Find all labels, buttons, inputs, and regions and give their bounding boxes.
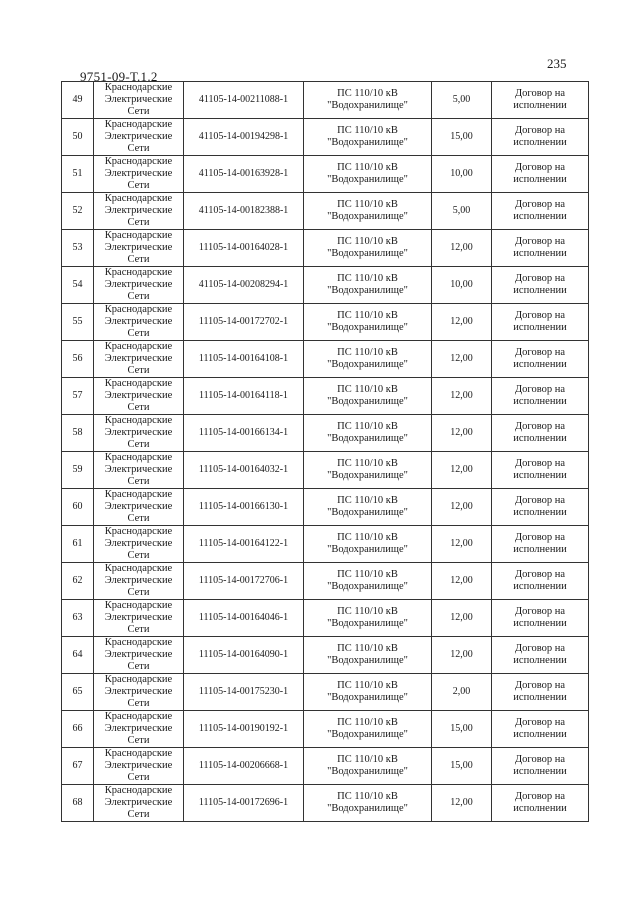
contract-code-cell: 11105-14-00172696-1: [184, 785, 304, 822]
power-value-cell: 12,00: [432, 415, 492, 452]
power-value-cell: 5,00: [432, 82, 492, 119]
contract-status-cell: Договор на исполнении: [492, 674, 589, 711]
contract-code-cell: 11105-14-00164108-1: [184, 341, 304, 378]
organization-cell: Краснодарские Электрические Сети: [94, 341, 184, 378]
contract-status-cell: Договор на исполнении: [492, 230, 589, 267]
power-value-cell: 10,00: [432, 156, 492, 193]
substation-cell: ПС 110/10 кВ "Водохранилище": [304, 637, 432, 674]
row-number-cell: 64: [62, 637, 94, 674]
row-number-cell: 52: [62, 193, 94, 230]
row-number-cell: 58: [62, 415, 94, 452]
row-number-cell: 66: [62, 711, 94, 748]
contract-status-cell: Договор на исполнении: [492, 748, 589, 785]
contract-code-cell: 41105-14-00182388-1: [184, 193, 304, 230]
organization-cell: Краснодарские Электрические Сети: [94, 674, 184, 711]
table-row: [62, 637, 589, 674]
contract-code-cell: 11105-14-00166134-1: [184, 415, 304, 452]
row-number-cell: 60: [62, 489, 94, 526]
table-row: [62, 156, 589, 193]
power-value-cell: 12,00: [432, 341, 492, 378]
contract-status-cell: Договор на исполнении: [492, 341, 589, 378]
row-number-cell: 55: [62, 304, 94, 341]
contract-code-cell: 11105-14-00172702-1: [184, 304, 304, 341]
substation-cell: ПС 110/10 кВ "Водохранилище": [304, 563, 432, 600]
substation-cell: ПС 110/10 кВ "Водохранилище": [304, 119, 432, 156]
contract-code-cell: 41105-14-00211088-1: [184, 82, 304, 119]
table-row: [62, 341, 589, 378]
power-value-cell: 15,00: [432, 748, 492, 785]
row-number-cell: 53: [62, 230, 94, 267]
substation-cell: ПС 110/10 кВ "Водохранилище": [304, 378, 432, 415]
table-row: [62, 193, 589, 230]
power-value-cell: 12,00: [432, 637, 492, 674]
contract-status-cell: Договор на исполнении: [492, 452, 589, 489]
table-row: [62, 304, 589, 341]
row-number-cell: 67: [62, 748, 94, 785]
row-number-cell: 54: [62, 267, 94, 304]
organization-cell: Краснодарские Электрические Сети: [94, 415, 184, 452]
contract-code-cell: 11105-14-00166130-1: [184, 489, 304, 526]
table-row: [62, 785, 589, 822]
power-value-cell: 12,00: [432, 452, 492, 489]
substation-cell: ПС 110/10 кВ "Водохранилище": [304, 785, 432, 822]
power-value-cell: 12,00: [432, 230, 492, 267]
table-row: [62, 526, 589, 563]
substation-cell: ПС 110/10 кВ "Водохранилище": [304, 193, 432, 230]
power-value-cell: 12,00: [432, 489, 492, 526]
table-row: [62, 674, 589, 711]
table-row: [62, 489, 589, 526]
contract-status-cell: Договор на исполнении: [492, 489, 589, 526]
contract-code-cell: 11105-14-00164122-1: [184, 526, 304, 563]
organization-cell: Краснодарские Электрические Сети: [94, 711, 184, 748]
table-row: [62, 748, 589, 785]
page-number: 235: [547, 56, 567, 71]
row-number-cell: 49: [62, 82, 94, 119]
connections-table: [61, 81, 589, 822]
organization-cell: Краснодарские Электрические Сети: [94, 600, 184, 637]
substation-cell: ПС 110/10 кВ "Водохранилище": [304, 415, 432, 452]
row-number-cell: 63: [62, 600, 94, 637]
row-number-cell: 59: [62, 452, 94, 489]
contract-code-cell: 41105-14-00194298-1: [184, 119, 304, 156]
contract-status-cell: Договор на исполнении: [492, 193, 589, 230]
contract-status-cell: Договор на исполнении: [492, 637, 589, 674]
contract-status-cell: Договор на исполнении: [492, 378, 589, 415]
organization-cell: Краснодарские Электрические Сети: [94, 193, 184, 230]
contract-code-cell: 11105-14-00164118-1: [184, 378, 304, 415]
contract-status-cell: Договор на исполнении: [492, 600, 589, 637]
organization-cell: Краснодарские Электрические Сети: [94, 267, 184, 304]
organization-cell: Краснодарские Электрические Сети: [94, 637, 184, 674]
organization-cell: Краснодарские Электрические Сети: [94, 378, 184, 415]
organization-cell: Краснодарские Электрические Сети: [94, 156, 184, 193]
substation-cell: ПС 110/10 кВ "Водохранилище": [304, 267, 432, 304]
row-number-cell: 68: [62, 785, 94, 822]
contract-status-cell: Договор на исполнении: [492, 711, 589, 748]
row-number-cell: 57: [62, 378, 94, 415]
table-row: [62, 378, 589, 415]
contract-status-cell: Договор на исполнении: [492, 785, 589, 822]
contract-code-cell: 41105-14-00208294-1: [184, 267, 304, 304]
organization-cell: Краснодарские Электрические Сети: [94, 748, 184, 785]
contract-status-cell: Договор на исполнении: [492, 526, 589, 563]
substation-cell: ПС 110/10 кВ "Водохранилище": [304, 748, 432, 785]
power-value-cell: 12,00: [432, 304, 492, 341]
contract-code-cell: 11105-14-00164028-1: [184, 230, 304, 267]
table-row: [62, 230, 589, 267]
power-value-cell: 5,00: [432, 193, 492, 230]
contract-status-cell: Договор на исполнении: [492, 415, 589, 452]
power-value-cell: 12,00: [432, 563, 492, 600]
document-code: 9751-09-Т.1.2: [80, 69, 158, 84]
substation-cell: ПС 110/10 кВ "Водохранилище": [304, 600, 432, 637]
organization-cell: Краснодарские Электрические Сети: [94, 785, 184, 822]
row-number-cell: 62: [62, 563, 94, 600]
substation-cell: ПС 110/10 кВ "Водохранилище": [304, 82, 432, 119]
table-body: [62, 82, 589, 822]
organization-cell: Краснодарские Электрические Сети: [94, 230, 184, 267]
table-row: [62, 600, 589, 637]
substation-cell: ПС 110/10 кВ "Водохранилище": [304, 156, 432, 193]
contract-status-cell: Договор на исполнении: [492, 119, 589, 156]
contract-status-cell: Договор на исполнении: [492, 156, 589, 193]
table-row: [62, 711, 589, 748]
power-value-cell: 12,00: [432, 600, 492, 637]
substation-cell: ПС 110/10 кВ "Водохранилище": [304, 674, 432, 711]
substation-cell: ПС 110/10 кВ "Водохранилище": [304, 526, 432, 563]
power-value-cell: 15,00: [432, 711, 492, 748]
contract-code-cell: 11105-14-00175230-1: [184, 674, 304, 711]
table-row: [62, 563, 589, 600]
power-value-cell: 12,00: [432, 526, 492, 563]
contract-code-cell: 11105-14-00164046-1: [184, 600, 304, 637]
substation-cell: ПС 110/10 кВ "Водохранилище": [304, 341, 432, 378]
substation-cell: ПС 110/10 кВ "Водохранилище": [304, 489, 432, 526]
substation-cell: ПС 110/10 кВ "Водохранилище": [304, 452, 432, 489]
row-number-cell: 56: [62, 341, 94, 378]
organization-cell: Краснодарские Электрические Сети: [94, 563, 184, 600]
table-row: [62, 119, 589, 156]
contract-code-cell: 11105-14-00164032-1: [184, 452, 304, 489]
organization-cell: Краснодарские Электрические Сети: [94, 526, 184, 563]
power-value-cell: 10,00: [432, 267, 492, 304]
contract-status-cell: Договор на исполнении: [492, 563, 589, 600]
contract-code-cell: 11105-14-00190192-1: [184, 711, 304, 748]
substation-cell: ПС 110/10 кВ "Водохранилище": [304, 711, 432, 748]
table-row: [62, 415, 589, 452]
table-row: [62, 267, 589, 304]
row-number-cell: 61: [62, 526, 94, 563]
contract-code-cell: 41105-14-00163928-1: [184, 156, 304, 193]
row-number-cell: 65: [62, 674, 94, 711]
contract-status-cell: Договор на исполнении: [492, 304, 589, 341]
row-number-cell: 51: [62, 156, 94, 193]
power-value-cell: 12,00: [432, 378, 492, 415]
organization-cell: Краснодарские Электрические Сети: [94, 119, 184, 156]
contract-status-cell: Договор на исполнении: [492, 82, 589, 119]
contract-code-cell: 11105-14-00172706-1: [184, 563, 304, 600]
organization-cell: Краснодарские Электрические Сети: [94, 82, 184, 119]
power-value-cell: 15,00: [432, 119, 492, 156]
contract-code-cell: 11105-14-00164090-1: [184, 637, 304, 674]
organization-cell: Краснодарские Электрические Сети: [94, 452, 184, 489]
contract-code-cell: 11105-14-00206668-1: [184, 748, 304, 785]
table-row: [62, 82, 589, 119]
table-row: [62, 452, 589, 489]
substation-cell: ПС 110/10 кВ "Водохранилище": [304, 304, 432, 341]
organization-cell: Краснодарские Электрические Сети: [94, 489, 184, 526]
power-value-cell: 12,00: [432, 785, 492, 822]
substation-cell: ПС 110/10 кВ "Водохранилище": [304, 230, 432, 267]
organization-cell: Краснодарские Электрические Сети: [94, 304, 184, 341]
power-value-cell: 2,00: [432, 674, 492, 711]
row-number-cell: 50: [62, 119, 94, 156]
contract-status-cell: Договор на исполнении: [492, 267, 589, 304]
